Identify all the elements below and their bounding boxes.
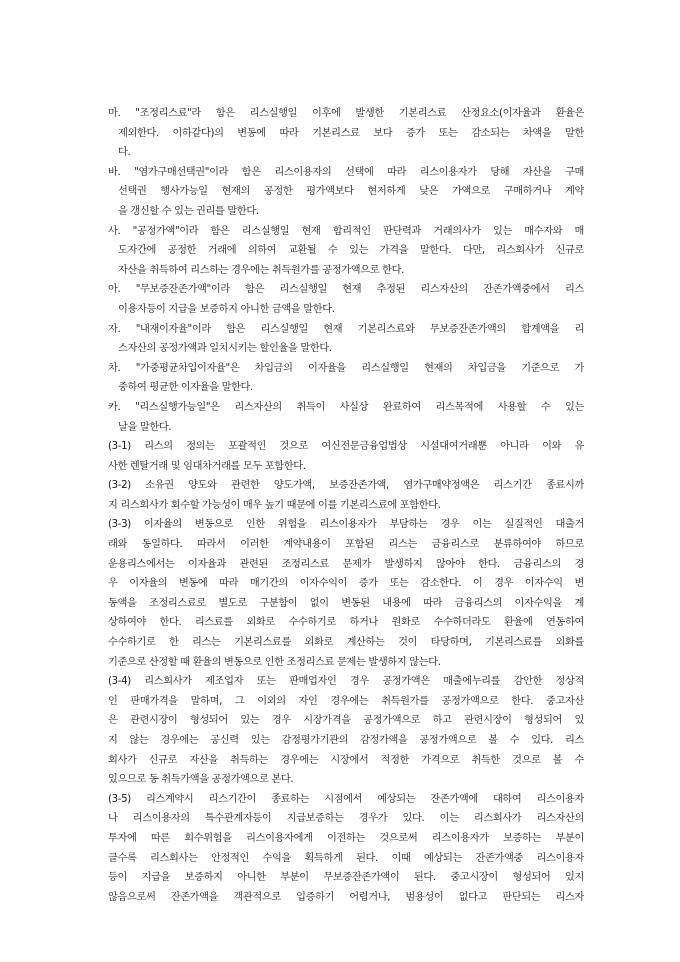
note-3-2 — [108, 476, 584, 515]
note-3-5 — [108, 790, 584, 908]
text-line: 지 않는 경우에는 공신력 있는 감정평가기관의 감정가액을 공정가액으로 볼 수 있다. 리스 — [108, 735, 584, 746]
definition-cha — [108, 359, 584, 398]
definition-ba — [108, 163, 584, 222]
text-line: 중하여 평균한 이자율을 말한다. — [118, 382, 253, 394]
text-line: 자산을 취득하여 리스하는 경우에는 취득원가를 공정가액으로 한다. — [118, 264, 404, 276]
text-line: 도자간에 공정한 거래에 의하여 교환될 수 있는 가격을 말한다. 다만, 리스회사가 신규로 — [118, 245, 584, 257]
text-line: 카. "리스실행가능일"은 리스자산의 취득이 사실상 완료하여 리스목적에 사용할 수 있는 — [108, 401, 584, 413]
text-line: 스자산의 공정가액과 일치시키는 할인율을 말한다. — [118, 343, 332, 355]
text-line: (3-5) 리스계약시 리스기간이 종료하는 시점에서 예상되는 잔존가액에 대하여 리스이용자 — [108, 793, 584, 805]
text-line: 우 이자율의 변동에 따라 매기간의 이자수익이 증가 또는 감소한다. 이 경우 이자수익 변 — [108, 578, 584, 590]
text-line: 다. — [118, 147, 131, 159]
definition-ka — [108, 398, 584, 437]
text-line: (3-4) 리스회사가 제조업자 또는 판매업자인 경우 공정가액은 매출에누리를 감안한 정상적 — [108, 676, 584, 688]
text-line: 있으므로 동 취득가액을 공정가액으로 본다. — [108, 774, 294, 786]
text-line: 이용자등이 지급을 보증하지 아니한 금액을 말한다. — [118, 303, 335, 315]
text-line: 운용리스에서는 이자율과 관련된 조정리스료 문제가 발생하지 않아야 한다. 금융리스의 경 — [108, 558, 584, 570]
text-line: 래와 동일하다. 따라서 이러한 계약내용이 포함된 리스는 금융리스로 분류하여야 하므로 — [108, 539, 584, 551]
definition-a — [108, 280, 584, 319]
text-line: 수수하기로 한 리스는 기본리스료를 외화로 계산하는 것이 타당하며, 기본리스료를 외화를 — [108, 637, 584, 649]
text-line: 동액을 조정리스료로 별도로 구분함이 없이 변동된 내용에 따라 금융리스의 이자수익을 계 — [108, 597, 584, 609]
text-line: 은 관련시장이 형성되어 있는 경우 시장가격을 공정가액으로 하고 관련시장이 형성되어 있 — [108, 715, 584, 727]
note-3-3 — [108, 515, 584, 672]
text-line: 상하여야 한다. 리스료를 외화로 수수하기로 하거나 원화로 수수하더라도 환율에 연동하여 — [108, 617, 584, 629]
text-line: (3-1) 리스의 정의는 포괄적인 것으로 여신전문금융업법상 시설대여거래뿐 아니라 이와 유 — [108, 441, 584, 453]
definition-ma — [108, 104, 584, 163]
text-line: 바. "염가구매선택권"이라 함은 리스이용자의 선택에 따라 리스이용자가 당해 자산을 구매 — [108, 166, 584, 178]
note-3-1 — [108, 437, 584, 476]
text-line: 제외한다. 이하같다)의 변동에 따라 기본리스료 보다 증가 또는 감소되는 차액을 말한 — [118, 127, 584, 139]
text-line: 아. "무보증잔존가액"이라 함은 리스실행일 현재 추정된 리스자산의 잔존가액중에서 리스 — [108, 284, 584, 296]
text-line: 자. "내재이자율"이라 함은 리스실행일 현재 기본리스료와 무보증잔존가액의 합계액을 리 — [108, 323, 584, 335]
definition-ja — [108, 320, 584, 359]
text-line: 나 리스이용자의 특수관계자등이 지급보증하는 경우가 있다. 이는 리스회사가 리스자산의 — [108, 813, 584, 825]
text-line: 지 리스회사가 회수할 가능성이 매우 높기 때문에 이를 기본리스료에 포함한다. — [108, 499, 441, 511]
text-line: 않음으로써 잔존가액을 객관적으로 입증하기 어렵거나, 범용성이 없다고 판단되는 리스자 — [108, 891, 584, 903]
text-line: 을 갱신할 수 있는 권리를 말한다. — [118, 205, 259, 217]
document-body — [108, 104, 584, 907]
text-line: 차. "가중평균차입이자율"은 차입금의 이자율을 리스실행일 현재의 차입금을 기준으로 가 — [108, 362, 584, 374]
text-line: 회사가 신규로 자산을 취득하는 경우에는 시장에서 적정한 가격으로 취득한 것으로 볼 수 — [108, 754, 584, 766]
text-line: 마. "조정리스료"라 함은 리스실행일 이후에 발생한 기본리스료 산정요소(이자율과 환율은 — [108, 108, 584, 119]
text-line: 선택권 행사가능일 현재의 공정한 평가액보다 현저하게 낮은 가액으로 구매하거나 계약 — [118, 186, 584, 198]
text-line: 인 판매가격을 말하며, 그 이외의 자인 경우에는 취득원가를 공정가액으로 한다. 중고자산 — [108, 695, 584, 707]
text-line: (3-3) 이자율의 변동으로 인한 위험을 리스이용자가 부담하는 경우 이는 실질적인 대출거 — [108, 519, 584, 531]
text-line: 사. "공정가액"이라 함은 리스실행일 현재 합리적인 판단력과 거래의사가 있는 매수자와 매 — [108, 225, 584, 237]
text-line: (3-2) 소유권 양도와 관련한 양도가액, 보증잔존가액, 염가구매약정액은 리스기간 종료시까 — [108, 480, 584, 492]
text-line: 투자에 따른 회수위험을 리스이용자에게 이전하는 것으로써 리스이용자가 보증하는 부분이 — [108, 832, 584, 844]
text-line: 기준으로 산정할 때 환율의 변동으로 인한 조정리스료 문제는 발생하지 않는다. — [108, 656, 441, 668]
text-line: 클수록 리스회사는 안정적인 수익을 획득하게 된다. 이때 예상되는 잔존가액중 리스이용자 — [108, 852, 584, 864]
text-line: 날을 말한다. — [118, 421, 172, 433]
definition-sa — [108, 222, 584, 281]
text-line: 등이 지급을 보증하지 아니한 부분이 무보증잔존가액이 된다. 중고시장이 형성되어 있지 — [108, 872, 584, 884]
note-3-4 — [108, 672, 584, 790]
text-line: 사한 렌탈거래 및 임대차거래를 모두 포함한다. — [108, 460, 306, 472]
